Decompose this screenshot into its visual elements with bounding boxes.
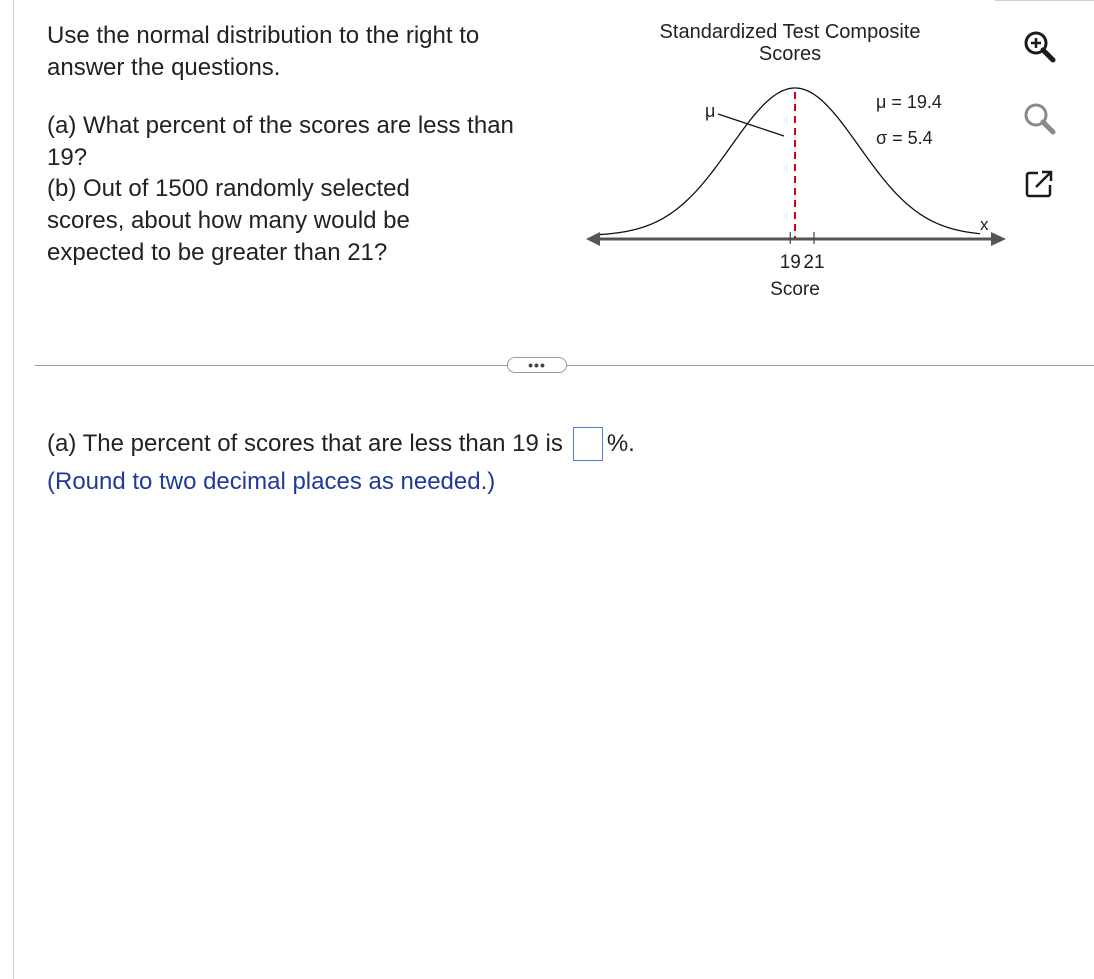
popout-icon xyxy=(1020,165,1058,203)
x-axis-right-arrow xyxy=(991,232,1006,246)
more-options-button[interactable]: ••• xyxy=(507,357,567,373)
zoom-in-icon xyxy=(1020,28,1058,66)
top-border xyxy=(995,0,1094,1)
mu-pointer-line xyxy=(718,114,784,136)
zoom-in-button[interactable] xyxy=(1020,28,1058,66)
question-part-b: (b) Out of 1500 randomly selected scores, about how many would be expected to be greater than 21? xyxy=(47,175,410,266)
mu-symbol: μ xyxy=(705,101,716,121)
answer-input-a[interactable] xyxy=(573,427,603,461)
figure-title-line2: Scores xyxy=(758,43,822,65)
question-part-a: (a) What percent of the scores are less than 19? xyxy=(47,112,514,171)
tick-label-19: 19 xyxy=(779,252,801,273)
figure-title-line1: Standardized Test Composite xyxy=(659,21,921,43)
normal-distribution-figure xyxy=(560,10,1020,310)
left-border xyxy=(13,0,14,979)
sd-label: σ = 5.4 xyxy=(876,128,933,148)
answer-prefix: (a) The percent of scores that are less than 19 is xyxy=(47,430,563,457)
tick-label-21: 21 xyxy=(803,252,825,273)
rounding-hint: (Round to two decimal places as needed.) xyxy=(47,468,496,495)
zoom-out-button[interactable] xyxy=(1020,100,1058,138)
answer-suffix: %. xyxy=(606,430,635,457)
answer-line xyxy=(47,427,635,461)
normal-curve-graph xyxy=(560,10,1020,310)
x-axis-left-arrow xyxy=(586,232,600,246)
x-variable-label: x xyxy=(980,215,989,234)
zoom-out-icon xyxy=(1020,100,1058,138)
mean-label: μ = 19.4 xyxy=(876,92,942,112)
axis-label-score: Score xyxy=(770,279,820,300)
popout-button[interactable] xyxy=(1020,165,1058,203)
question-intro: Use the normal distribution to the right to answer the questions. xyxy=(47,22,480,81)
